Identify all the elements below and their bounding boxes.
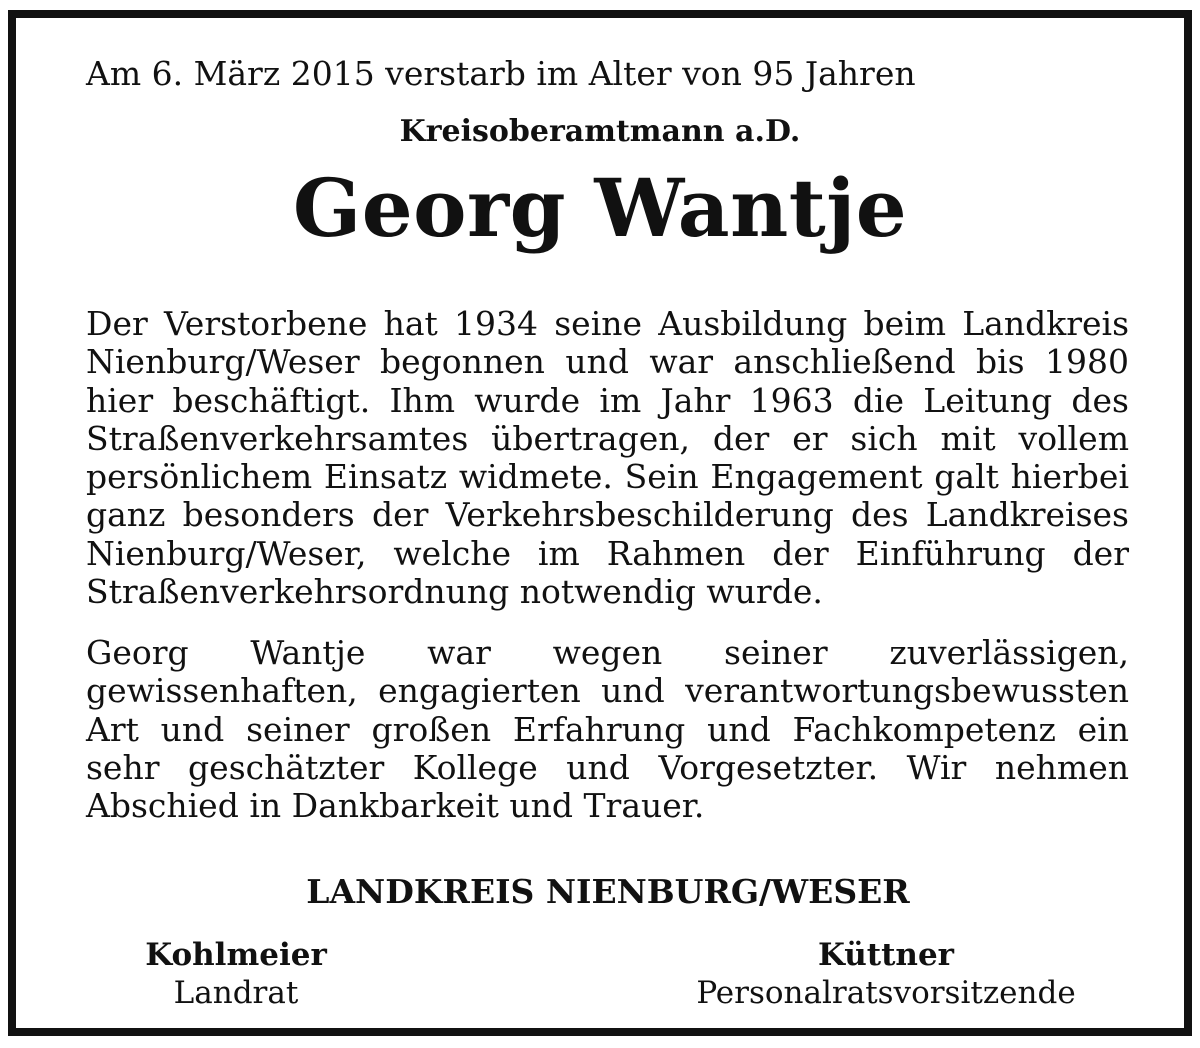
rank-title: Kreisoberamtmann a.D. xyxy=(399,114,801,149)
deceased-name: Georg Wantje xyxy=(292,161,908,255)
signer-role: Personalratsvorsitzende xyxy=(696,975,1076,1011)
paragraph-tribute: Georg Wantje war wegen seiner zuverlässigen, gewissenhaften, engagierten und verantwortungsbewussten Art und seiner großen Erfahrung und Fachkompetenz ein sehr geschätzter Kollege und Vorgesetzter. Wir nehmen Abschied in Dankbarkeit und Trauer. xyxy=(86,633,1129,826)
signer-name: Küttner xyxy=(817,937,955,973)
organization-name: LANDKREIS NIENBURG/WESER xyxy=(306,872,910,911)
intro-line: Am 6. März 2015 verstarb im Alter von 95 Jahren xyxy=(86,54,916,93)
signer-right xyxy=(656,936,1116,1012)
signer-role: Landrat xyxy=(173,975,299,1011)
obituary-frame xyxy=(8,10,1192,1036)
paragraph-career: Der Verstorbene hat 1934 seine Ausbildung beim Landkreis Nienburg/Weser begonnen und war anschließend bis 1980 hier beschäftigt. Ihm wurde im Jahr 1963 die Leitung des Straßenverkehrsamtes übertragen, der er sich mit vollem persönlichem Einsatz widmete. Sein Engagement galt hierbei ganz besonders der Verkehrsbeschilderung des Landkreises Nienburg/Weser, welche im Rahmen der Einführung der Straßenverkehrsordnung notwendig wurde. xyxy=(86,304,1129,612)
signer-name: Kohlmeier xyxy=(145,937,327,973)
signer-left xyxy=(116,936,356,1012)
